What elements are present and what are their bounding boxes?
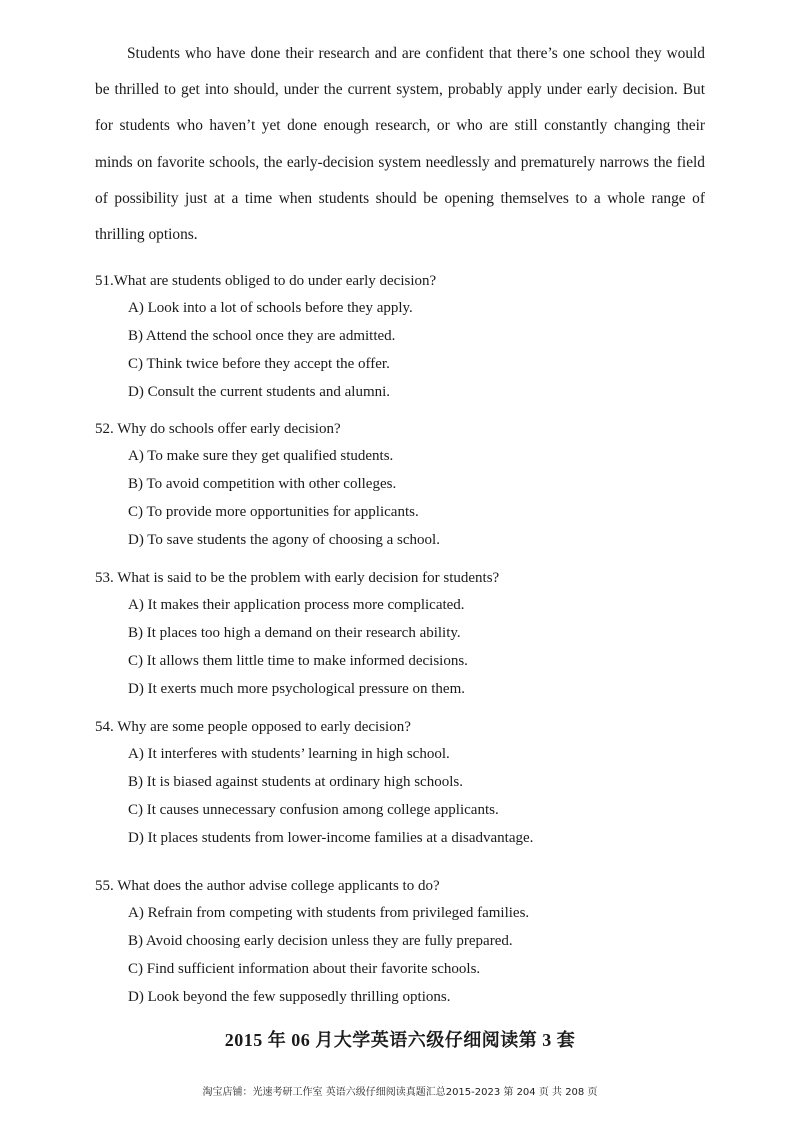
option-b: B) To avoid competition with other colleges. [128,475,397,492]
option-b: B) Attend the school once they are admitted. [128,327,396,344]
option-c: C) Find sufficient information about their favorite schools. [128,960,481,977]
option-c: C) It allows them little time to make informed decisions. [128,652,468,669]
question-stem: 55. What does the author advise college applicants to do? [95,878,440,894]
option-c: C) To provide more opportunities for applicants. [128,503,419,520]
passage-paragraph: Students who have done their research and are confident that there’s one school they would be thrilled to get into should, under the current system, probably apply under early decision. But for students who haven’t yet done enough research, or who are still constantly changing their minds on favorite schools, the early-decision system needlessly and prematurely narrows the field of possibility just at a time when students should be opening themselves to a whole range of thrilling options. [95,45,705,244]
option-d: D) To save students the agony of choosing a school. [128,531,440,548]
option-a: A) To make sure they get qualified students. [128,448,394,464]
option-b: B) It is biased against students at ordinary high schools. [128,773,463,790]
question-55 [95,872,735,1012]
option-a: A) It makes their application process more complicated. [128,597,465,613]
option-d: D) It places students from lower-income families at a disadvantage. [128,829,534,846]
option-b: B) Avoid choosing early decision unless they are fully prepared. [128,932,513,949]
question-54 [95,713,735,853]
option-a: A) It interferes with students’ learning in high school. [128,746,450,762]
option-a: A) Look into a lot of schools before they apply. [128,300,413,316]
section-title: 2015 年 06 月大学英语六级仔细阅读第 3 套 [224,1030,576,1050]
option-a: A) Refrain from competing with students from privileged families. [128,905,530,921]
question-53 [95,564,735,704]
option-b: B) It places too high a demand on their research ability. [128,624,461,641]
question-stem: 52. Why do schools offer early decision? [95,421,341,437]
question-stem: 51.What are students obliged to do under early decision? [95,273,437,289]
option-d: D) It exerts much more psychological pressure on them. [128,680,465,697]
page-footer: 淘宝店铺：光速考研工作室 英语六级仔细阅读真题汇总2015-2023 第 204 页 共 208 页 [202,1087,598,1098]
question-52 [95,415,735,555]
question-stem: 53. What is said to be the problem with early decision for students? [95,570,500,586]
option-d: D) Consult the current students and alumni. [128,383,391,400]
question-stem: 54. Why are some people opposed to early decision? [95,719,411,735]
option-d: D) Look beyond the few supposedly thrilling options. [128,988,451,1005]
question-51 [95,267,735,407]
option-c: C) Think twice before they accept the offer. [128,355,390,372]
option-c: C) It causes unnecessary confusion among college applicants. [128,801,499,818]
